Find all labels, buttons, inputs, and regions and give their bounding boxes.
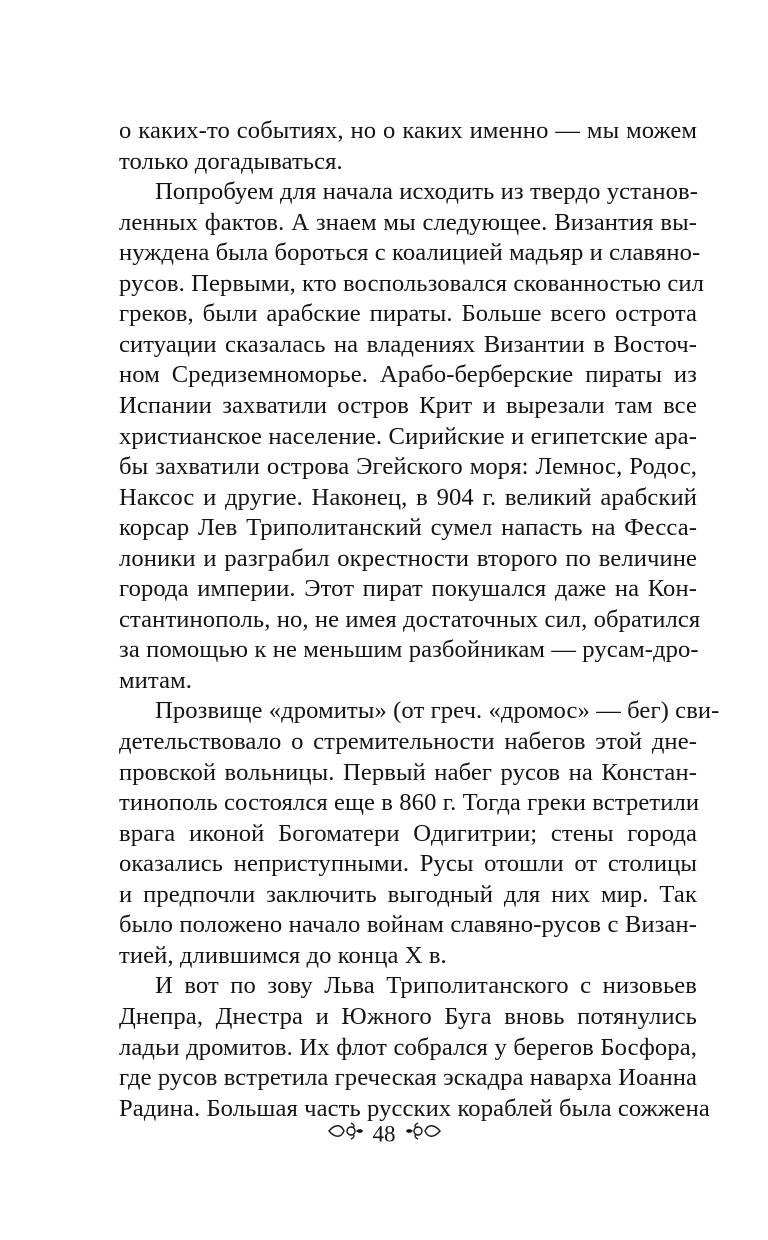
text-line: ленных фактов. А знаем мы следующее. Византия вы- (119, 208, 697, 236)
text-line: Испании захватили остров Крит и вырезали там все (119, 391, 697, 419)
page-footer (0, 1118, 768, 1150)
text-line: корсар Лев Триполитанский сумел напасть на Фесса- (119, 514, 697, 542)
text-line: Наксос и другие. Наконец, в 904 г. великий арабский (119, 483, 697, 511)
text-line: ситуации сказалась на владениях Византии в Восточ- (119, 330, 697, 358)
text-line: за помощью к не меньшим разбойникам — русам-дро- (119, 636, 699, 664)
text-line: было положено начало войнам славяно-русов с Визан- (119, 911, 697, 939)
text-line: христианское население. Сирийские и египетские ара- (119, 422, 697, 450)
text-line: тией, длившимся до конца X в. (119, 941, 447, 969)
text-line: провской вольницы. Первый набег русов на Констан- (119, 758, 697, 786)
text-line: Попробуем для начала исходить из твердо установ- (155, 178, 698, 206)
floral-ornament-icon (327, 1120, 365, 1150)
text-line: и предпочли заключить выгодный для них мир. Так (119, 880, 697, 908)
text-line: греков, были арабские пираты. Больше всего острота (119, 300, 697, 328)
text-line: ладьи дромитов. Их флот собрался у берегов Босфора, (119, 1033, 697, 1061)
text-line: Радина. Большая часть русских кораблей была сожжена (119, 1094, 710, 1122)
text-line: врага иконой Богоматери Одигитрии; стены города (119, 819, 697, 847)
text-line: митам. (119, 666, 193, 694)
text-line: только догадываться. (119, 147, 343, 175)
text-line: тинополь состоялся еще в 860 г. Тогда греки встретили (119, 789, 700, 817)
text-line: бы захватили острова Эгейского моря: Лемнос, Родос, (119, 453, 697, 481)
text-line: лоники и разграбил окрестности второго по величине (119, 544, 697, 572)
text-line: детельствовало о стремительности набегов этой дне- (119, 728, 697, 755)
floral-ornament-icon (404, 1120, 442, 1150)
page-number: 48 (372, 1121, 396, 1147)
text-line: о каких-то событиях, но о каких именно — мы можем (119, 117, 697, 144)
text-line: русов. Первыми, кто воспользовался скованностью сил (119, 269, 705, 297)
text-line: нуждена была бороться с коалицией мадьяр и славяно- (119, 239, 701, 267)
text-line: стантинополь, но, не имея достаточных сил, обратился (119, 605, 701, 633)
text-line: И вот по зову Льва Триполитанского с низовьев (155, 972, 697, 1000)
text-line: ном Средиземноморье. Арабо-берберские пираты из (119, 361, 697, 389)
text-line: где русов встретила греческая эскадра наварха Иоанна (119, 1064, 697, 1092)
text-line: Днепра, Днестра и Южного Буга вновь потянулись (119, 1002, 697, 1030)
text-line: города империи. Этот пират покушался даже на Кон- (119, 575, 697, 603)
text-line: Прозвище «дромиты» (от греч. «дромос» — бег) сви- (155, 697, 720, 725)
text-line: оказались неприступными. Русы отошли от столицы (119, 850, 697, 878)
